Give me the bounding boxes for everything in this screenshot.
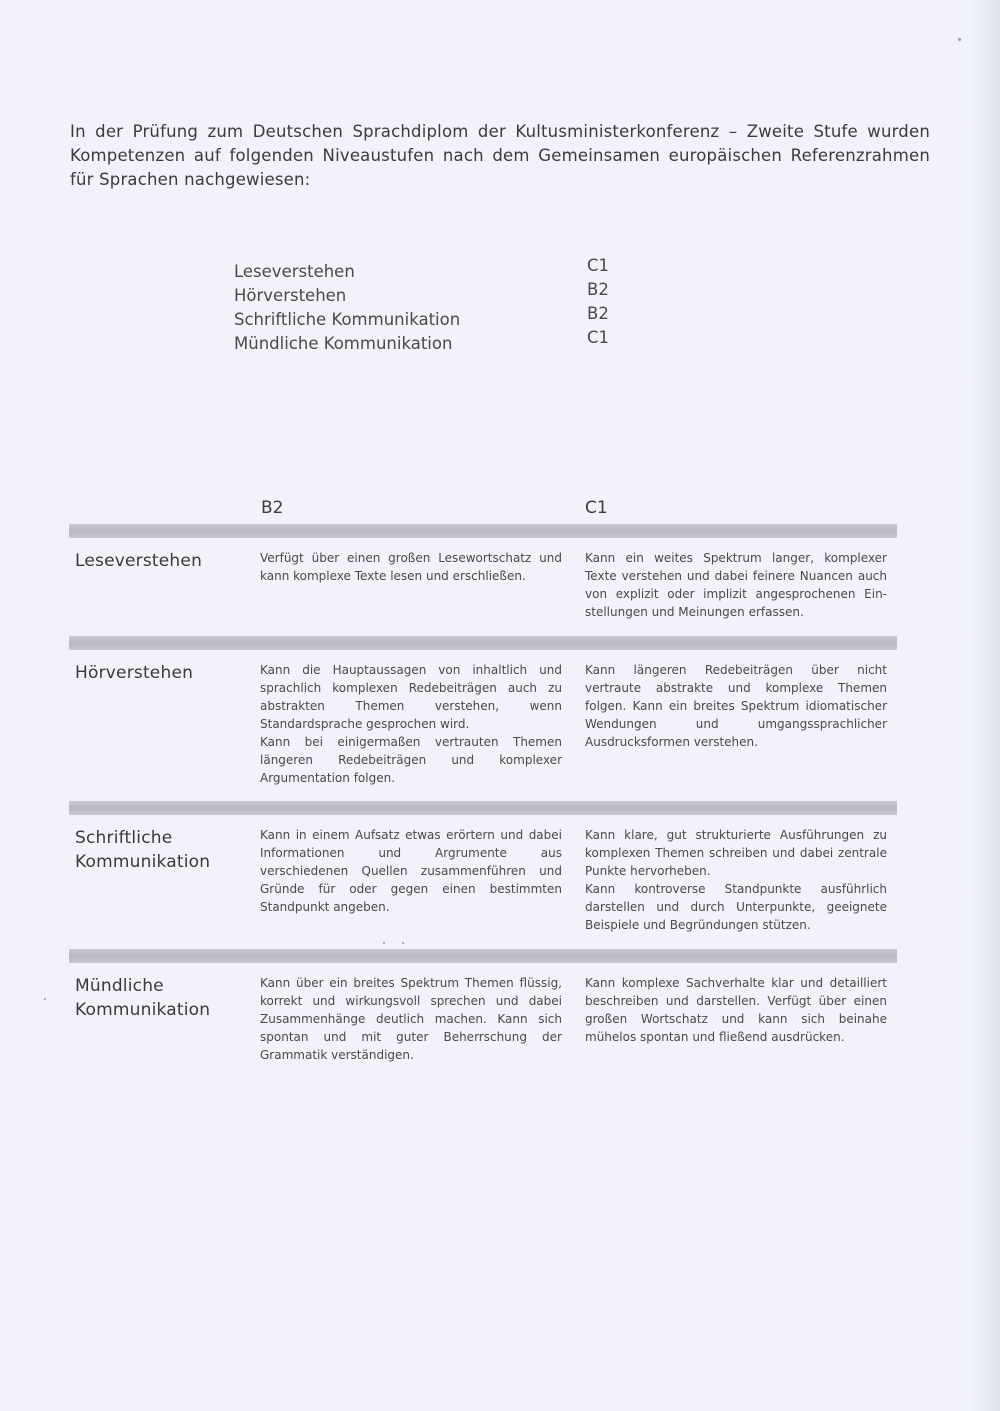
- level-summary-list: [234, 255, 614, 351]
- level-summary-row: [234, 327, 614, 351]
- c1-description-schriftliche-kommunikation: Kann klare, gut strukturierte Ausführungen zu komplexen Themen schreiben und dabei zentrale Punkte hervorheben. Kann kontroverse Standpunkte ausführlich darstellen und durch Unterpunkte, geeignete Beispiele und Begründungen stützen.: [585, 828, 887, 932]
- b2-description-hoerverstehen: Kann die Hauptaussagen von inhaltlich und sprachlich komplexen Redebeiträgen auch zu abstrakten Themen verstehen, wenn Standardsprache gesprochen wird. Kann bei einigermaßen vertrauten Themen längeren Redebeiträgen und komplexer Argumentation folgen.: [260, 663, 562, 785]
- level-summary-row: [234, 255, 614, 279]
- column-header-b2: B2: [261, 498, 284, 518]
- row-divider-band: [69, 949, 897, 963]
- b2-description-leseverstehen: Verfügt über einen großen Lesewortschatz und kann komplexe Texte lesen und erschließen.: [260, 551, 562, 583]
- level-value: C1: [587, 256, 610, 275]
- level-value: B2: [587, 304, 609, 323]
- level-summary-row: [234, 279, 614, 303]
- skill-label-muendliche-kommunikation: Mündliche Kommunikation: [75, 976, 211, 1020]
- scan-speck: [383, 942, 385, 944]
- c1-description-muendliche-kommunikation: Kann komplexe Sachverhalte klar und detailliert beschreiben und darstellen. Verfügt über einen großen Wortschatz und kann sich beinahe mühelos spontan und fließend ausdrücken.: [585, 976, 887, 1044]
- row-divider-band: [69, 636, 897, 650]
- level-skill-label: Hörverstehen: [234, 286, 347, 305]
- level-value: B2: [587, 280, 609, 299]
- scan-speck: [44, 998, 46, 1000]
- intro-paragraph: In der Prüfung zum Deutschen Sprachdiplom der Kultusministerkonferenz – Zweite Stufe wurden Kompetenzen auf folgenden Niveaustufen nach dem Gemeinsamen europäischen Referenzrahmen für Sprachen nachgewiesen:: [70, 122, 930, 189]
- level-value: C1: [587, 328, 610, 347]
- skill-label-leseverstehen: Leseverstehen: [75, 551, 203, 571]
- level-skill-label: Mündliche Kommunikation: [234, 334, 453, 353]
- scan-speck: [958, 38, 961, 41]
- level-summary-row: [234, 303, 614, 327]
- b2-description-schriftliche-kommunikation: Kann in einem Aufsatz etwas erörtern und dabei Informationen und Argrumente aus verschiedenen Quellen zusammenführen und Gründe für oder gegen einen bestimmten Standpunkt angeben.: [260, 828, 562, 914]
- level-skill-label: Schriftliche Kommunikation: [234, 310, 461, 329]
- row-divider-band: [69, 801, 897, 815]
- column-header-c1: C1: [585, 498, 608, 518]
- c1-description-leseverstehen: Kann ein weites Spektrum langer, komplexer Texte verstehen und dabei feinere Nuancen auch von explizit oder implizit angesprochenen Ein-stellungen und Meinungen erfassen.: [585, 551, 887, 619]
- row-divider-band: [69, 524, 897, 538]
- skill-label-schriftliche-kommunikation: Schriftliche Kommunikation: [75, 828, 211, 872]
- skill-label-hoerverstehen: Hörverstehen: [75, 663, 194, 683]
- level-skill-label: Leseverstehen: [234, 262, 355, 281]
- page-edge-shadow: [970, 0, 1000, 1411]
- c1-description-hoerverstehen: Kann längeren Redebeiträgen über nicht vertraute abstrakte und komplexe Themen folgen. Kann ein breites Spektrum idiomatischer Wendungen und umgangssprachlicher Ausdrucksformen verstehen.: [585, 663, 887, 749]
- b2-description-muendliche-kommunikation: Kann über ein breites Spektrum Themen flüssig, korrekt und wirkungsvoll sprechen und dabei Zusammenhänge deutlich machen. Kann sich spontan und mit guter Beherrschung der Grammatik verständigen.: [260, 976, 562, 1062]
- scan-speck: [402, 942, 404, 944]
